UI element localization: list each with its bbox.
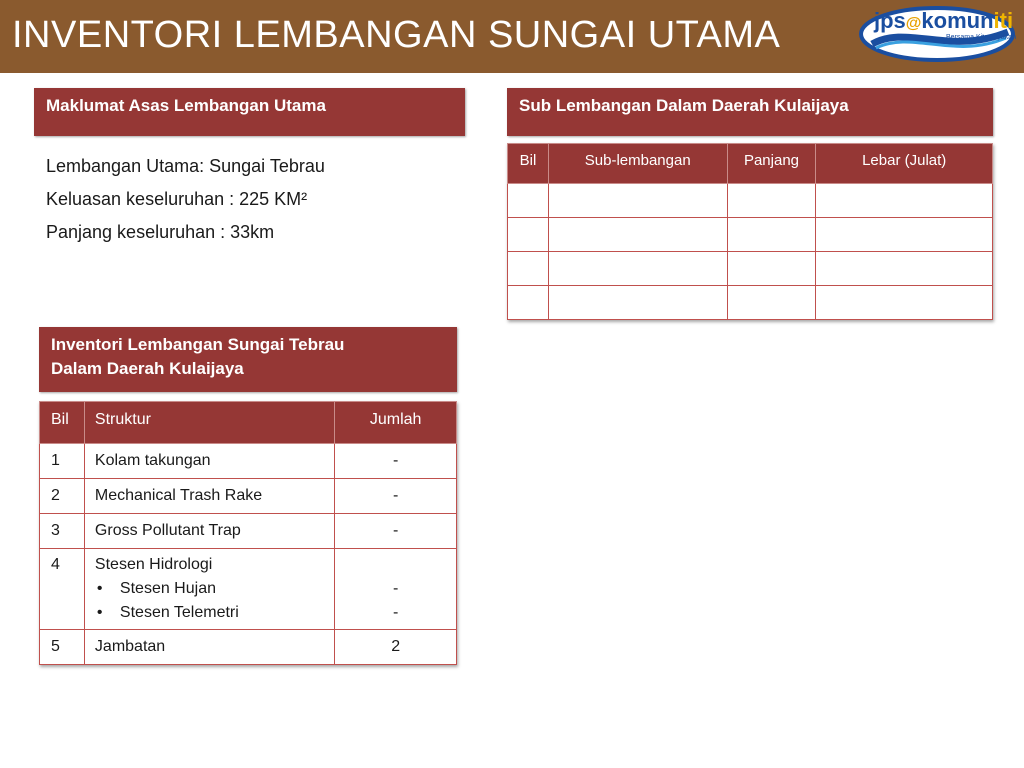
cell-struktur: Jambatan: [84, 630, 334, 665]
table-row: [40, 549, 457, 630]
cell-bil: 4: [40, 549, 85, 630]
table-cell: [548, 286, 727, 320]
table-header-row: [508, 144, 993, 184]
table-cell: [816, 252, 993, 286]
col-bil: Bil: [508, 144, 549, 184]
logo-text: jps@komuniti: [874, 8, 1014, 33]
table-cell: [548, 218, 727, 252]
sub-lembangan-header: Sub Lembangan Dalam Daerah Kulaijaya: [507, 88, 993, 136]
maklumat-info: [46, 150, 325, 249]
cell-bil: 3: [40, 514, 85, 549]
cell-jumlah: -: [335, 514, 457, 549]
table-cell: [508, 184, 549, 218]
table-cell: [508, 218, 549, 252]
table-row: [40, 630, 457, 665]
cell-jumlah: -: [335, 479, 457, 514]
list-item: • Stesen Telemetri: [95, 601, 324, 625]
struktur-label: Stesen Hidrologi: [94, 556, 213, 573]
page-title: INVENTORI LEMBANGAN SUNGAI UTAMA: [12, 14, 781, 56]
cell-struktur: Mechanical Trash Rake: [84, 479, 334, 514]
table-row: [508, 218, 993, 252]
table-cell: [508, 286, 549, 320]
table-row: [40, 514, 457, 549]
title-bar: [0, 0, 1024, 73]
inventori-table: [39, 401, 457, 665]
cell-bil: 2: [40, 479, 85, 514]
table-cell: [727, 286, 816, 320]
table-cell: [727, 218, 816, 252]
col-panjang: Panjang: [727, 144, 816, 184]
list-item: • Stesen Hujan: [95, 577, 324, 601]
inventori-header: [39, 327, 457, 392]
sub-lembangan-table: [507, 143, 993, 320]
cell-jumlah: -: [335, 444, 457, 479]
info-lembangan-utama: Lembangan Utama: Sungai Tebrau: [46, 156, 325, 176]
table-row: [508, 252, 993, 286]
jumlah-sub: -: [392, 604, 399, 621]
cell-bil: 1: [40, 444, 85, 479]
cell-bil: 5: [40, 630, 85, 665]
table-row: [508, 286, 993, 320]
sub-item-list: [95, 577, 324, 625]
table-row: [40, 479, 457, 514]
cell-struktur: [84, 549, 334, 630]
inventori-header-line2: Dalam Daerah Kulaijaya: [51, 359, 244, 378]
jumlah-main: [345, 553, 446, 577]
col-lebar: Lebar (Julat): [816, 144, 993, 184]
table-cell: [727, 252, 816, 286]
cell-struktur: Gross Pollutant Trap: [84, 514, 334, 549]
info-panjang: Panjang keseluruhan : 33km: [46, 222, 275, 242]
col-bil: Bil: [40, 402, 85, 444]
table-header-row: [40, 402, 457, 444]
cell-struktur: Kolam takungan: [84, 444, 334, 479]
maklumat-header: Maklumat Asas Lembangan Utama: [34, 88, 465, 136]
col-sub-lembangan: Sub-lembangan: [548, 144, 727, 184]
col-struktur: Struktur: [84, 402, 334, 444]
jumlah-sub: -: [392, 580, 399, 597]
logo-tagline: Bersama Kita Jayakan: [946, 34, 1017, 41]
table-row: [508, 184, 993, 218]
jps-komuniti-logo: [858, 4, 1016, 62]
table-cell: [727, 184, 816, 218]
info-keluasan: Keluasan keseluruhan : 225 KM²: [46, 189, 308, 209]
table-cell: [508, 252, 549, 286]
table-cell: [548, 252, 727, 286]
table-row: [40, 444, 457, 479]
table-cell: [816, 286, 993, 320]
cell-jumlah: 2: [335, 630, 457, 665]
table-cell: [816, 218, 993, 252]
table-cell: [548, 184, 727, 218]
table-cell: [816, 184, 993, 218]
col-jumlah: Jumlah: [335, 402, 457, 444]
cell-jumlah: [335, 549, 457, 630]
inventori-header-line1: Inventori Lembangan Sungai Tebrau: [51, 335, 345, 354]
